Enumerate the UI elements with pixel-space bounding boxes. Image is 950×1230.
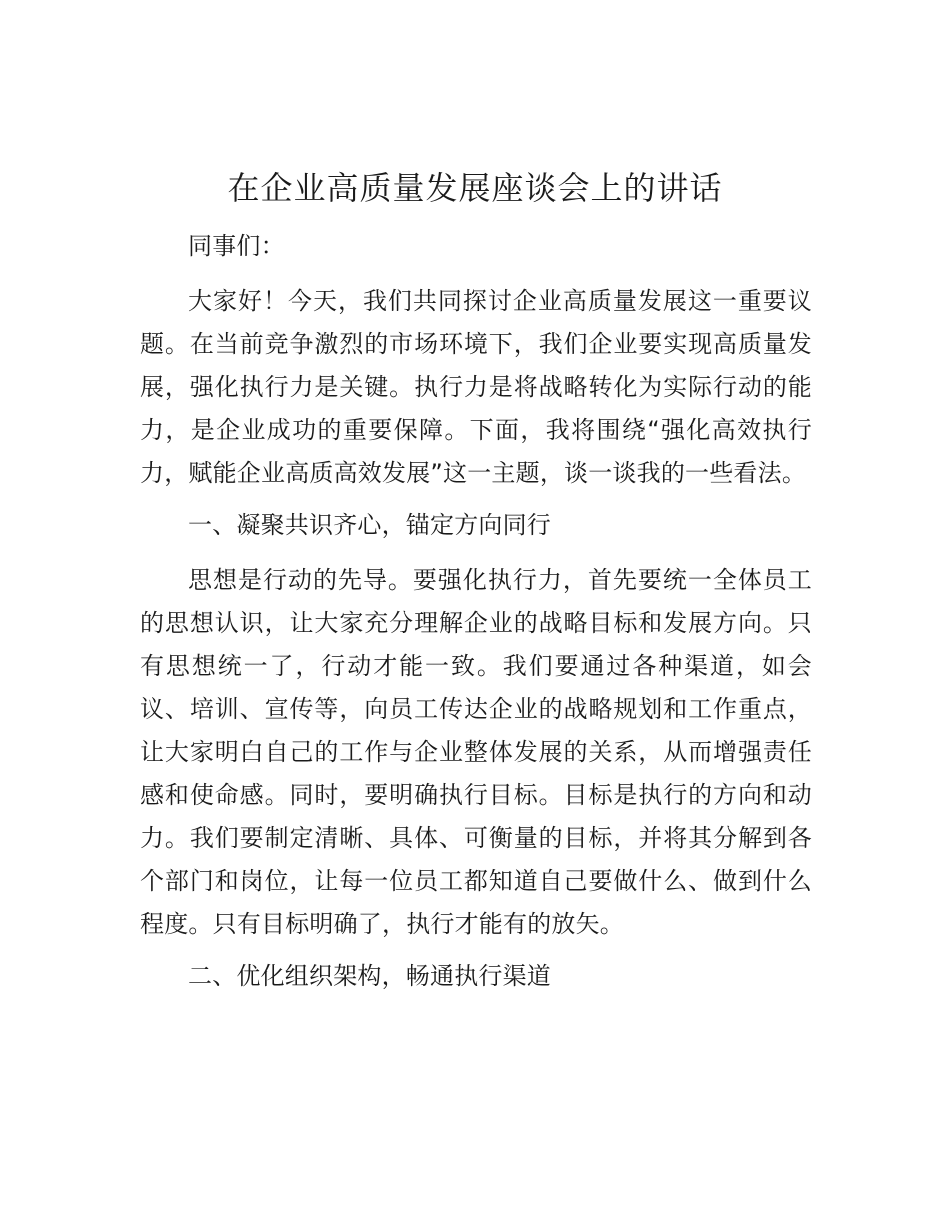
paragraph-section-1: 思想是行动的先导。要强化执行力，首先要统一全体员工的思想认识，让大家充分理解企业的战略目标和发展方向。只有思想统一了，行动才能一致。我们要通过各种渠道，如会议、培训、宣传等，向员工传达企业的战略规划和工作重点，让大家明白自己的工作与企业整体发展的关系，从而增强责任感和使命感。同时，要明确执行目标。目标是执行的方向和动力。我们要制定清晰、具体、可衡量的目标，并将其分解到各个部门和岗位，让每一位员工都知道自己要做什么、做到什么程度。只有目标明确了，执行才能有的放矢。 <box>140 566 812 938</box>
document-body <box>140 225 812 1007</box>
paragraph-intro: 大家好！今天，我们共同探讨企业高质量发展这一重要议题。在当前竞争激烈的市场环境下，我们企业要实现高质量发展，强化执行力是关键。执行力是将战略转化为实际行动的能力，是企业成功的重要保障。下面，我将围绕“强化高效执行力，赋能企业高质高效发展”这一主题，谈一谈我的一些看法。 <box>140 287 812 487</box>
greeting: 同事们： <box>188 232 285 260</box>
section-heading-2: 二、优化组织架构，畅通执行渠道 <box>188 962 551 990</box>
section-heading-1: 一、凝聚共识齐心，锚定方向同行 <box>188 511 551 539</box>
page-title: 在企业高质量发展座谈会上的讲话 <box>227 169 723 207</box>
